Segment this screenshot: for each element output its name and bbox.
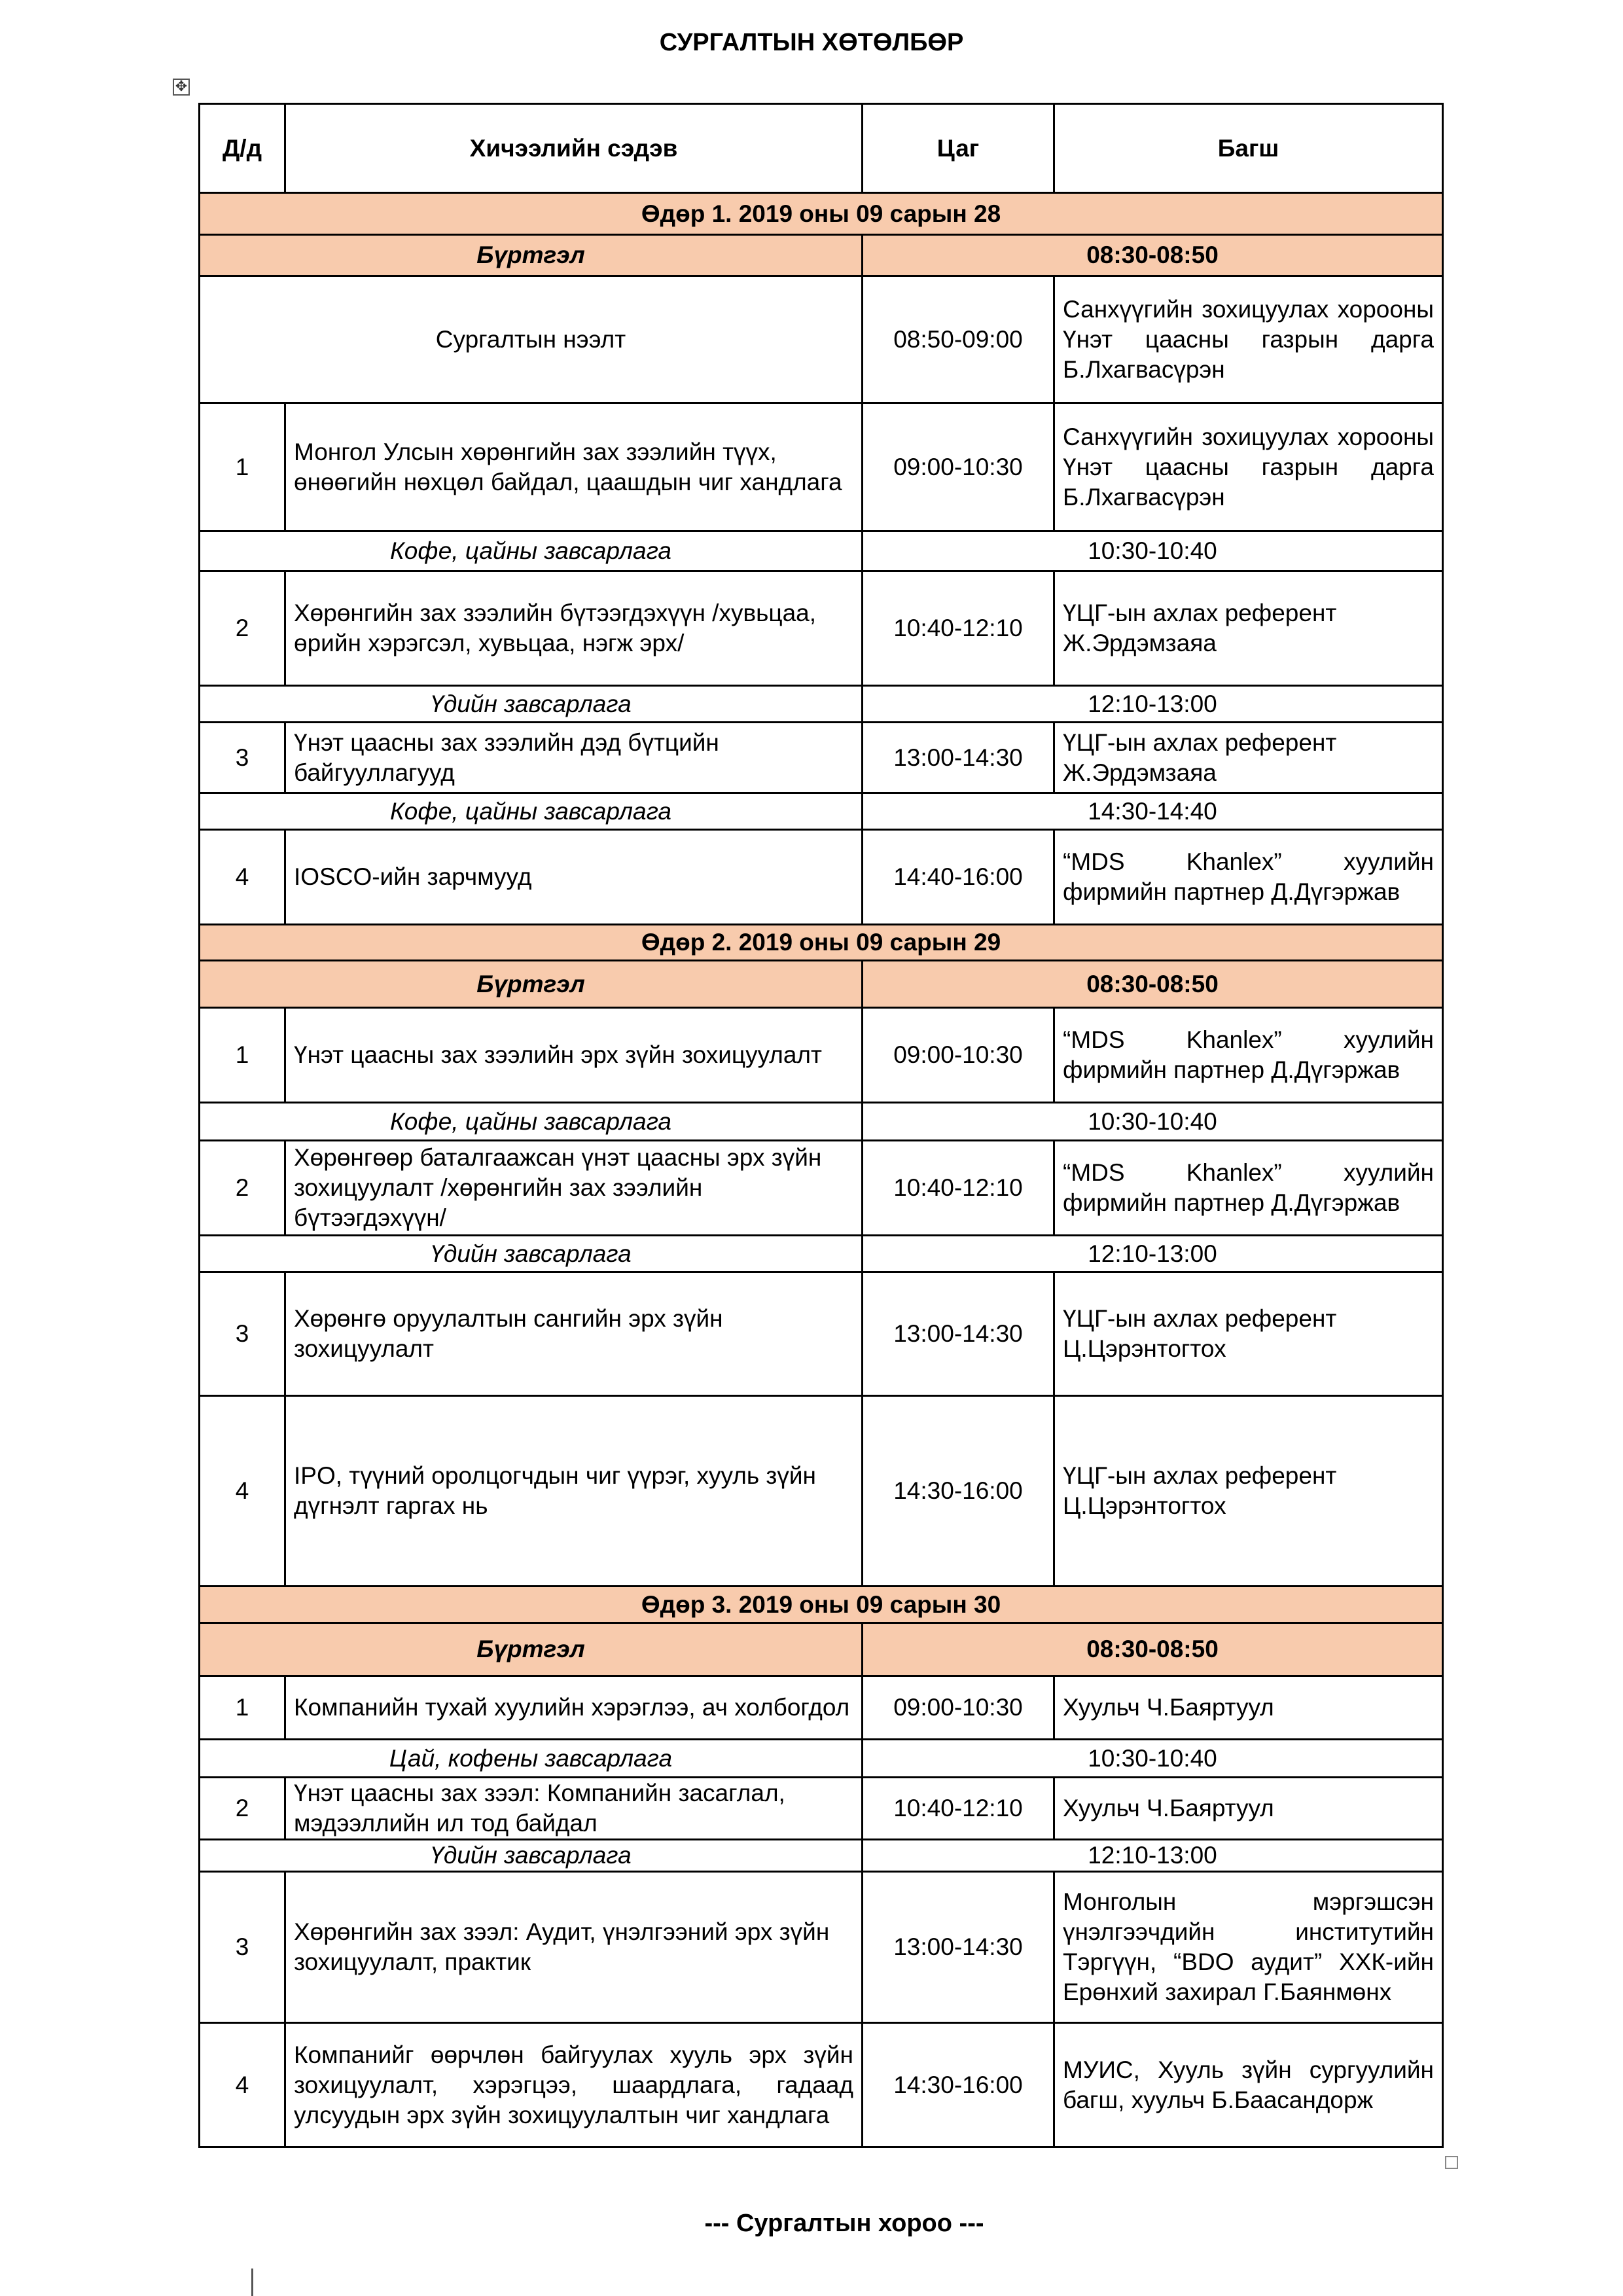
table-move-handle-icon[interactable]: ✥: [173, 79, 190, 96]
lesson-number: 1: [200, 1008, 285, 1103]
break-time: 12:10-13:00: [863, 686, 1443, 723]
lesson-teacher: Санхүүгийн зохицуулах хорооны Үнэт цаасны газрын дарга Б.Лхагвасүрэн: [1054, 403, 1443, 531]
lesson-topic: Хөрөнгийн зах зээл: Аудит, үнэлгээний эрх зүйн зохицуулалт, практик: [285, 1872, 863, 2023]
registration-time: 08:30-08:50: [863, 961, 1443, 1008]
registration-label: Бүртгэл: [200, 235, 863, 276]
break-label: Кофе, цайны завсарлага: [200, 793, 863, 830]
table-row: [200, 1396, 1443, 1587]
lesson-topic: Сургалтын нээлт: [200, 276, 863, 403]
lesson-topic: Монгол Улсын хөрөнгийн зах зээлийн түүх, өнөөгийн нөхцөл байдал, цаашдын чиг хандлага: [285, 403, 863, 531]
page-title: СУРГАЛТЫН ХӨТӨЛБӨР: [659, 29, 964, 56]
lesson-time: 09:00-10:30: [863, 1676, 1054, 1740]
break-label: Үдийн завсарлага: [200, 1236, 863, 1272]
table-row: [200, 1141, 1443, 1236]
break-row: [200, 1236, 1443, 1272]
table-row: [200, 1008, 1443, 1103]
day-header-row: [200, 1587, 1443, 1623]
day-2-header: Өдөр 2. 2019 оны 09 сарын 29: [200, 925, 1443, 961]
lesson-time: 10:40-12:10: [863, 1778, 1054, 1840]
break-label: Үдийн завсарлага: [200, 686, 863, 723]
lesson-teacher: ҮЦГ-ын ахлах референт Ц.Цэрэнтогтох: [1054, 1272, 1443, 1396]
lesson-time: 14:40-16:00: [863, 830, 1054, 925]
registration-time: 08:30-08:50: [863, 1623, 1443, 1676]
lesson-topic: Компанийг өөрчлөн байгуулах хууль эрх зүйн зохицуулалт, хэрэгцээ, шаардлага, гадаад улсуудын эрх зүйн зохицуулалтын чиг хандлага: [285, 2023, 863, 2147]
table-row: [200, 403, 1443, 531]
day-header-row: [200, 925, 1443, 961]
table-row: [200, 830, 1443, 925]
header-row: [200, 104, 1443, 193]
break-row: [200, 1740, 1443, 1778]
lesson-number: 3: [200, 1272, 285, 1396]
col-header-teacher: Багш: [1054, 104, 1443, 193]
lesson-teacher: “MDS Khanlex” хуулийн фирмийн партнер Д.Дүгэржав: [1054, 830, 1443, 925]
break-time: 12:10-13:00: [863, 1840, 1443, 1872]
lesson-teacher: Хуульч Ч.Баяртуул: [1054, 1676, 1443, 1740]
break-row: [200, 1840, 1443, 1872]
break-time: 14:30-14:40: [863, 793, 1443, 830]
lesson-teacher: ҮЦГ-ын ахлах референт Ж.Эрдэмзаяа: [1054, 723, 1443, 793]
lesson-topic: Хөрөнгөөр баталгаажсан үнэт цаасны эрх зүйн зохицуулалт /хөрөнгийн зах зээлийн бүтээгдэхүүн/: [285, 1141, 863, 1236]
table-row: [200, 571, 1443, 686]
lesson-teacher: ҮЦГ-ын ахлах референт Ц.Цэрэнтогтох: [1054, 1396, 1443, 1587]
break-time: 10:30-10:40: [863, 531, 1443, 571]
lesson-topic: Хөрөнгийн зах зээлийн бүтээгдэхүүн /хувьцаа, өрийн хэрэгсэл, хувьцаа, нэгж эрх/: [285, 571, 863, 686]
table-row: [200, 723, 1443, 793]
break-label: Кофе, цайны завсарлага: [200, 1103, 863, 1141]
break-label: Кофе, цайны завсарлага: [200, 531, 863, 571]
day-3-header: Өдөр 3. 2019 оны 09 сарын 30: [200, 1587, 1443, 1623]
lesson-number: 2: [200, 1141, 285, 1236]
lesson-topic: IOSCO-ийн зарчмууд: [285, 830, 863, 925]
lesson-number: 2: [200, 571, 285, 686]
table-row: [200, 1676, 1443, 1740]
lesson-topic: Үнэт цаасны зах зээлийн дэд бүтцийн байгууллагууд: [285, 723, 863, 793]
registration-label: Бүртгэл: [200, 961, 863, 1008]
break-time: 10:30-10:40: [863, 1103, 1443, 1141]
break-row: [200, 793, 1443, 830]
lesson-topic: Үнэт цаасны зах зээлийн эрх зүйн зохицуулалт: [285, 1008, 863, 1103]
table-row: [200, 276, 1443, 403]
break-row: [200, 686, 1443, 723]
break-row: [200, 1103, 1443, 1141]
lesson-teacher: МУИС, Хууль зүйн сургуулийн багш, хуульч Б.Баасандорж: [1054, 2023, 1443, 2147]
footer-signature: --- Сургалтын хороо ---: [704, 2210, 984, 2237]
table-row: [200, 2023, 1443, 2147]
lesson-time: 08:50-09:00: [863, 276, 1054, 403]
lesson-number: 1: [200, 403, 285, 531]
lesson-topic: IPO, түүний оролцогчдын чиг үүрэг, хууль зүйн дүгнэлт гаргах нь: [285, 1396, 863, 1587]
lesson-time: 10:40-12:10: [863, 1141, 1054, 1236]
registration-row: [200, 235, 1443, 276]
table-row: [200, 1272, 1443, 1396]
col-header-time: Цаг: [863, 104, 1054, 193]
registration-row: [200, 961, 1443, 1008]
lesson-number: 4: [200, 2023, 285, 2147]
lesson-topic: Хөрөнгө оруулалтын сангийн эрх зүйн зохицуулалт: [285, 1272, 863, 1396]
lesson-number: 1: [200, 1676, 285, 1740]
lesson-teacher: ҮЦГ-ын ахлах референт Ж.Эрдэмзаяа: [1054, 571, 1443, 686]
lesson-time: 13:00-14:30: [863, 1872, 1054, 2023]
day-header-row: [200, 193, 1443, 235]
lesson-number: 2: [200, 1778, 285, 1840]
lesson-time: 10:40-12:10: [863, 571, 1054, 686]
lesson-time: 13:00-14:30: [863, 1272, 1054, 1396]
table-resize-handle-icon[interactable]: [1445, 2156, 1458, 2169]
lesson-number: 3: [200, 1872, 285, 2023]
col-header-topic: Хичээлийн сэдэв: [285, 104, 863, 193]
lesson-teacher: “MDS Khanlex” хуулийн фирмийн партнер Д.Дүгэржав: [1054, 1008, 1443, 1103]
lesson-topic: Компанийн тухай хуулийн хэрэглээ, ач холбогдол: [285, 1676, 863, 1740]
lesson-number: 3: [200, 723, 285, 793]
text-cursor: [251, 2269, 253, 2296]
table-row: [200, 1872, 1443, 2023]
col-header-num: Д/д: [200, 104, 285, 193]
lesson-number: 4: [200, 830, 285, 925]
break-row: [200, 531, 1443, 571]
break-label: Цай, кофены завсарлага: [200, 1740, 863, 1778]
break-time: 10:30-10:40: [863, 1740, 1443, 1778]
lesson-number: 4: [200, 1396, 285, 1587]
lesson-time: 09:00-10:30: [863, 403, 1054, 531]
day-1-header: Өдөр 1. 2019 оны 09 сарын 28: [200, 193, 1443, 235]
lesson-time: 09:00-10:30: [863, 1008, 1054, 1103]
lesson-time: 14:30-16:00: [863, 1396, 1054, 1587]
registration-label: Бүртгэл: [200, 1623, 863, 1676]
lesson-teacher: “MDS Khanlex” хуулийн фирмийн партнер Д.Дүгэржав: [1054, 1141, 1443, 1236]
schedule-table: [198, 103, 1444, 2148]
registration-row: [200, 1623, 1443, 1676]
table-row: [200, 1778, 1443, 1840]
break-label: Үдийн завсарлага: [200, 1840, 863, 1872]
lesson-teacher: Хуульч Ч.Баяртуул: [1054, 1778, 1443, 1840]
break-time: 12:10-13:00: [863, 1236, 1443, 1272]
lesson-teacher: Монголын мэргэшсэн үнэлгээчдийн институтийн Тэргүүн, “BDO аудит” ХХК-ийн Ерөнхий захирал Г.Баянмөнх: [1054, 1872, 1443, 2023]
lesson-time: 13:00-14:30: [863, 723, 1054, 793]
lesson-topic: Үнэт цаасны зах зээл: Компанийн засаглал, мэдээллийн ил тод байдал: [285, 1778, 863, 1840]
registration-time: 08:30-08:50: [863, 235, 1443, 276]
lesson-teacher: Санхүүгийн зохицуулах хорооны Үнэт цаасны газрын дарга Б.Лхагвасүрэн: [1054, 276, 1443, 403]
lesson-time: 14:30-16:00: [863, 2023, 1054, 2147]
